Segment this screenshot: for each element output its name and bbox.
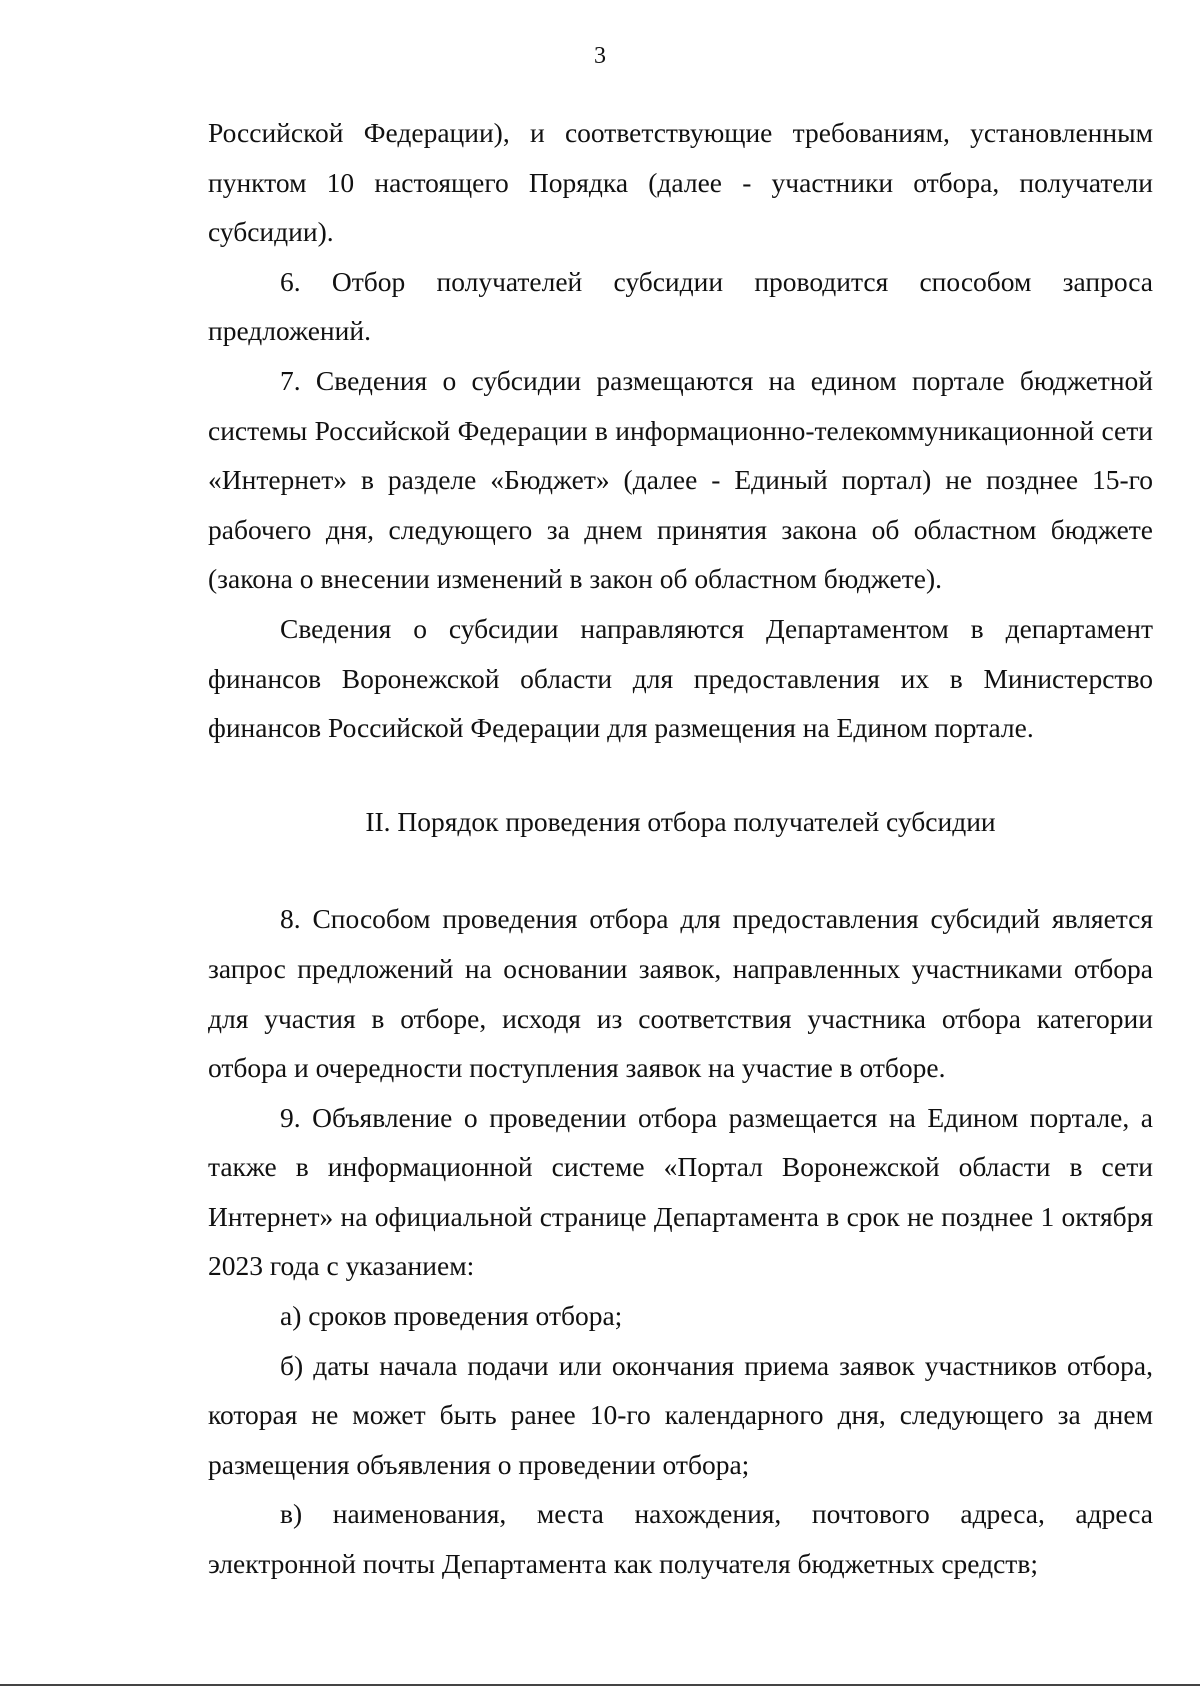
- paragraph-9: 9. Объявление о проведении отбора размещается на Едином портале, а также в информационной системе «Портал Воронежской области в сети Интернет» на официальной странице Департамента в срок не позднее 1 октября 2023 года с указанием:: [208, 1101, 1153, 1282]
- document-body: [208, 108, 1153, 1589]
- list-item-v: в) наименования, места нахождения, почтового адреса, адреса электронной почты Департамента как получателя бюджетных средств;: [208, 1498, 1153, 1580]
- paragraph-7: 7. Сведения о субсидии размещаются на едином портале бюджетной системы Российской Федерации в информационно-телекоммуникационной сети «Интернет» в разделе «Бюджет» (далее - Единый портал) не позднее 15-го рабочего дня, следующего за днем принятия закона об областном бюджете (закона о внесении изменений в закон об областном бюджете).: [208, 364, 1153, 595]
- list-item-b: б) даты начала подачи или окончания приема заявок участников отбора, которая не может быть ранее 10-го календарного дня, следующего за днем размещения объявления о проведении отбора;: [208, 1349, 1153, 1480]
- section-heading: II. Порядок проведения отбора получателей субсидии: [365, 805, 996, 837]
- paragraph-8: 8. Способом проведения отбора для предоставления субсидий является запрос предложений на основании заявок, направленных участниками отбора для участия в отборе, исходя из соответствия участника отбора категории отбора и очередности поступления заявок на участие в отборе.: [208, 903, 1153, 1084]
- paragraph-continuation: Российской Федерации), и соответствующие требованиям, установленным пунктом 10 настоящего Порядка (далее - участники отбора, получатели субсидии).: [208, 117, 1153, 248]
- page-number: 3: [594, 43, 606, 69]
- paragraph-6: 6. Отбор получателей субсидии проводится способом запроса предложений.: [208, 265, 1153, 347]
- list-item-a: а) сроков проведения отбора;: [280, 1300, 623, 1332]
- paragraph-7-continued: Сведения о субсидии направляются Департаментом в департамент финансов Воронежской области для предоставления их в Министерство финансов Российской Федерации для размещения на Едином портале.: [208, 612, 1153, 744]
- footer-rule: [0, 1684, 1200, 1686]
